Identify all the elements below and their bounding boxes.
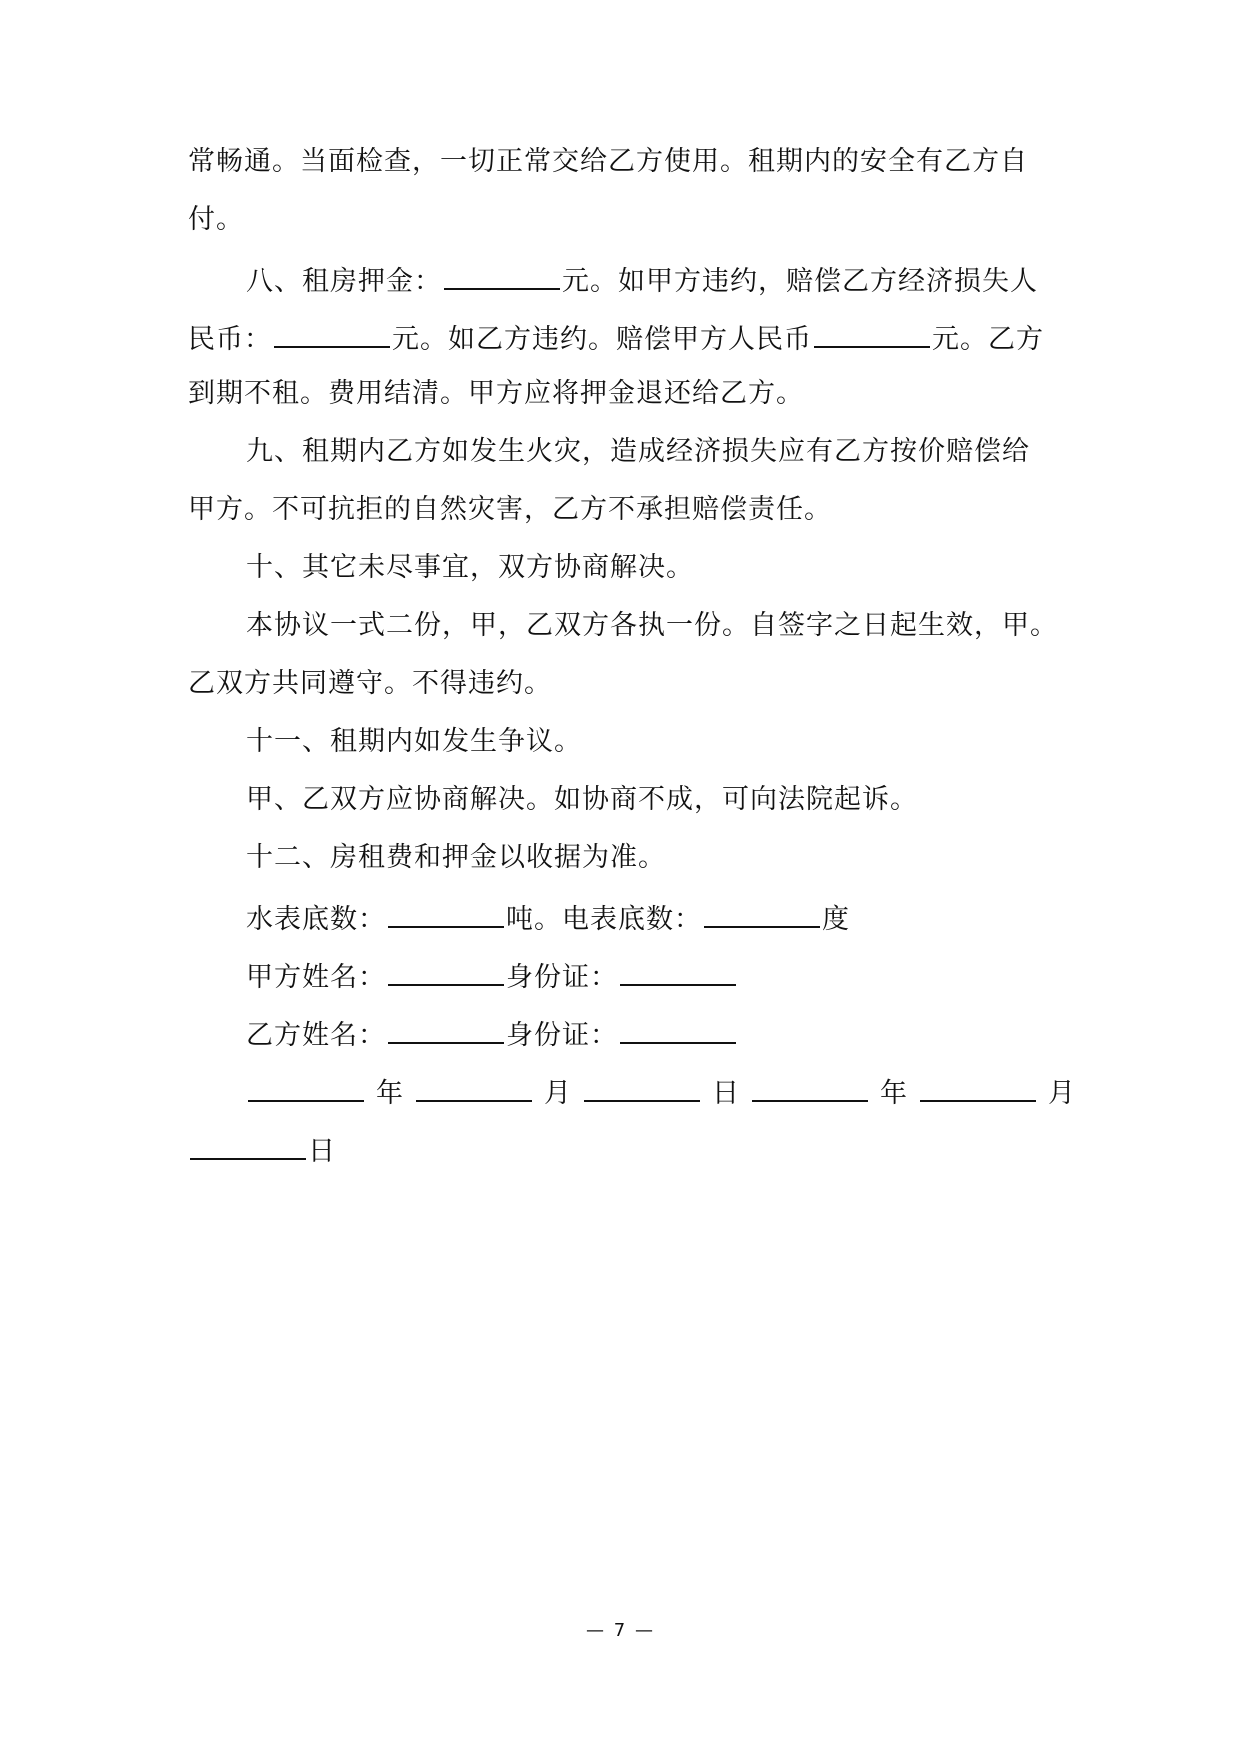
year-a-label: 年 — [376, 1078, 404, 1109]
date-line-1 — [246, 1070, 1076, 1114]
party-a-name-blank[interactable] — [388, 954, 504, 986]
clause-12: 十二、房租费和押金以收据为准。 — [246, 842, 666, 873]
clause-11: 十一、租期内如发生争议。 — [246, 726, 582, 757]
electric-meter-unit: 度 — [822, 904, 850, 935]
agreement-line-2: 乙双方共同遵守。不得违约。 — [188, 668, 552, 699]
compensation-text: 元。如乙方违约。赔偿甲方人民币 — [392, 324, 812, 355]
year-b-blank[interactable] — [752, 1070, 868, 1102]
clause-9-line-1: 九、租期内乙方如发生火灾，造成经济损失应有乙方按价赔偿给 — [246, 436, 1030, 467]
date-line-2 — [188, 1128, 336, 1172]
water-meter-unit: 吨。电表底数： — [506, 904, 702, 935]
water-meter-label: 水表底数： — [246, 904, 386, 935]
compensation-b-blank[interactable] — [814, 316, 930, 348]
clause-10: 十、其它未尽事宜，双方协商解决。 — [246, 552, 694, 583]
party-b-name-blank[interactable] — [388, 1012, 504, 1044]
party-a-line — [246, 954, 738, 998]
party-a-name-label: 甲方姓名： — [246, 962, 386, 993]
clause-11-detail: 甲、乙双方应协商解决。如协商不成，可向法院起诉。 — [246, 784, 918, 815]
party-b-name-label: 乙方姓名： — [246, 1020, 386, 1051]
year-b-label: 年 — [880, 1078, 908, 1109]
month-b-blank[interactable] — [920, 1070, 1036, 1102]
day-b-label: 日 — [308, 1136, 336, 1167]
party-a-id-label: 身份证： — [506, 962, 618, 993]
clause-8-line-1 — [246, 258, 1038, 302]
compensation-tail: 元。乙方 — [932, 324, 1044, 355]
day-a-blank[interactable] — [584, 1070, 700, 1102]
clause-8-line-2 — [188, 316, 1044, 360]
deposit-blank[interactable] — [444, 258, 560, 290]
meter-readings — [246, 896, 850, 940]
compensation-label: 民币： — [188, 324, 272, 355]
electric-meter-blank[interactable] — [704, 896, 820, 928]
water-meter-blank[interactable] — [388, 896, 504, 928]
party-b-id-label: 身份证： — [506, 1020, 618, 1051]
clause-7-line-1: 常畅通。当面检查，一切正常交给乙方使用。租期内的安全有乙方自 — [188, 146, 1028, 177]
party-a-id-blank[interactable] — [620, 954, 736, 986]
compensation-a-blank[interactable] — [274, 316, 390, 348]
deposit-label: 八、租房押金： — [246, 266, 442, 297]
clause-9-line-2: 甲方。不可抗拒的自然灾害，乙方不承担赔偿责任。 — [188, 494, 832, 525]
year-a-blank[interactable] — [248, 1070, 364, 1102]
party-b-id-blank[interactable] — [620, 1012, 736, 1044]
day-a-label: 日 — [712, 1078, 740, 1109]
party-b-line — [246, 1012, 738, 1056]
month-a-blank[interactable] — [416, 1070, 532, 1102]
day-b-blank[interactable] — [190, 1128, 306, 1160]
clause-7-line-2: 付。 — [188, 204, 244, 235]
month-b-label: 月 — [1048, 1078, 1076, 1109]
month-a-label: 月 — [544, 1078, 572, 1109]
deposit-text: 元。如甲方违约，赔偿乙方经济损失人 — [562, 266, 1038, 297]
clause-8-line-3: 到期不租。费用结清。甲方应将押金退还给乙方。 — [188, 378, 804, 409]
page-number: — 7 — — [586, 1620, 655, 1641]
agreement-line-1: 本协议一式二份，甲，乙双方各执一份。自签字之日起生效，甲。 — [246, 610, 1058, 641]
